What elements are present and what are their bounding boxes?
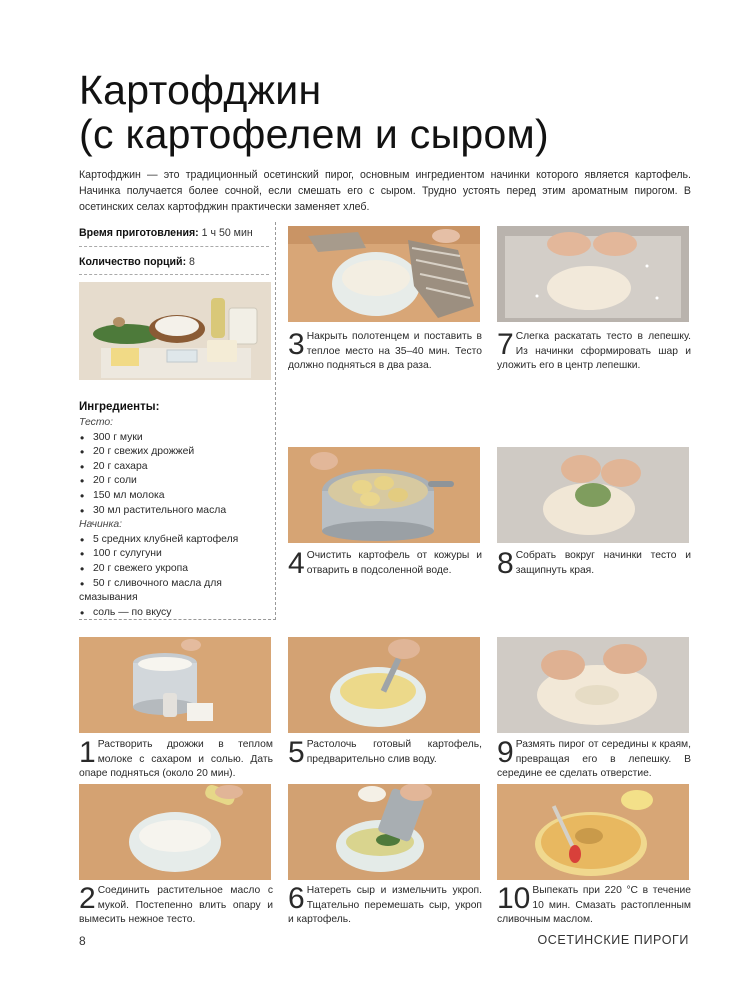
- step-4-photo: [288, 447, 480, 543]
- step-2-photo: [79, 784, 271, 880]
- step-1-photo: [79, 637, 271, 733]
- ingredients-photo: [79, 282, 271, 380]
- divider: [79, 274, 269, 275]
- title-line-2: (с картофелем и сыром): [79, 111, 549, 157]
- ingredients-list: [79, 416, 271, 620]
- section-title: ОСЕТИНСКИЕ ПИРОГИ: [537, 933, 689, 947]
- list-item: • 100 г сулугуни: [79, 547, 271, 562]
- step-number: 5: [288, 736, 305, 769]
- step-5-photo: [288, 637, 480, 733]
- step-10-photo: [497, 784, 689, 880]
- list-item: • 150 мл молока: [79, 489, 271, 504]
- step-number: 4: [288, 547, 305, 580]
- step-text: Растворить дрожжи в теплом молоке с сахаром и солью. Дать опаре подняться (около 20 мин).: [79, 739, 273, 780]
- dough-label: Тесто:: [79, 417, 114, 428]
- servings: [79, 255, 195, 269]
- step-number: 10: [497, 882, 531, 915]
- list-item-continuation: смазывания: [79, 592, 138, 604]
- step-5: [288, 738, 482, 767]
- divider: [79, 246, 269, 247]
- step-1: [79, 738, 273, 782]
- step-text: Очистить картофель от кожуры и отварить в подсоленной воде.: [306, 550, 482, 576]
- title-line-1: Картофджин: [79, 67, 322, 113]
- step-number: 3: [288, 328, 305, 361]
- step-text: Растолочь готовый картофель, предварительно слив воду.: [306, 739, 482, 765]
- step-4: [288, 549, 482, 578]
- step-text: Слегка раскатать тесто в лепешку. Из начинки сформировать шар и уложить его в центр лепешки.: [497, 331, 691, 372]
- step-number: 7: [497, 328, 514, 361]
- step-3-photo: [288, 226, 480, 322]
- step-number: 9: [497, 736, 514, 769]
- step-8-photo: [497, 447, 689, 543]
- step-text: Соединить растительное масло с мукой. Постепенно влить опару и вымесить нежное тесто.: [79, 885, 273, 926]
- prep-time-label: Время приготовления:: [79, 227, 199, 239]
- step-text: Размять пирог от середины к краям, превращая его в лепешку. В середине ее сделать отверстие.: [497, 739, 691, 780]
- step-6-photo: [288, 784, 480, 880]
- step-9-photo: [497, 637, 689, 733]
- list-item: • 300 г муки: [79, 431, 271, 446]
- prep-time: [79, 226, 253, 240]
- step-text: Выпекать при 220 °С в течение 10 мин. Смазать растопленным сливочным маслом.: [497, 885, 691, 926]
- step-7-photo: [497, 226, 689, 322]
- step-7: [497, 330, 691, 374]
- step-number: 8: [497, 547, 514, 580]
- ingredients-title: Ингредиенты:: [79, 401, 160, 413]
- page-title: [79, 68, 679, 156]
- step-2: [79, 884, 273, 928]
- list-item: • 20 г соли: [79, 474, 271, 489]
- step-number: 2: [79, 882, 96, 915]
- servings-label: Количество порций:: [79, 256, 187, 268]
- step-3: [288, 330, 482, 374]
- list-item: • 50 г сливочного масла для: [79, 577, 271, 592]
- step-8: [497, 549, 691, 578]
- step-text: Собрать вокруг начинки тесто и защипнуть края.: [515, 550, 691, 576]
- step-number: 1: [79, 736, 96, 769]
- page-number: 8: [79, 934, 86, 948]
- step-6: [288, 884, 482, 928]
- list-item: • соль — по вкусу: [79, 606, 271, 621]
- step-9: [497, 738, 691, 782]
- list-item: • 20 г свежего укропа: [79, 562, 271, 577]
- list-item: • 30 мл растительного масла: [79, 504, 271, 519]
- filling-label: Начинка:: [79, 519, 123, 531]
- prep-time-value: 1 ч 50 мин: [201, 227, 253, 239]
- step-text: Натереть сыр и измельчить укроп. Тщательно перемешать сыр, укроп и картофель.: [288, 885, 482, 926]
- servings-value: 8: [189, 256, 195, 268]
- list-item: • 5 средних клубней картофеля: [79, 533, 271, 548]
- list-item: • 20 г сахара: [79, 460, 271, 475]
- step-text: Накрыть полотенцем и поставить в теплое место на 35–40 мин. Тесто должно подняться в два раза.: [288, 331, 482, 372]
- step-number: 6: [288, 882, 305, 915]
- list-item: • 20 г свежих дрожжей: [79, 445, 271, 460]
- step-10: [497, 884, 691, 928]
- intro-paragraph: Картофджин — это традиционный осетинский пирог, основным ингредиентом начинки которого является картофель. Начинка получается более сочной, если смешать его с сыром. Трудно устоять перед этим ароматным пирогом. В осетинских селах картофджин практически заменяет хлеб.: [79, 169, 691, 213]
